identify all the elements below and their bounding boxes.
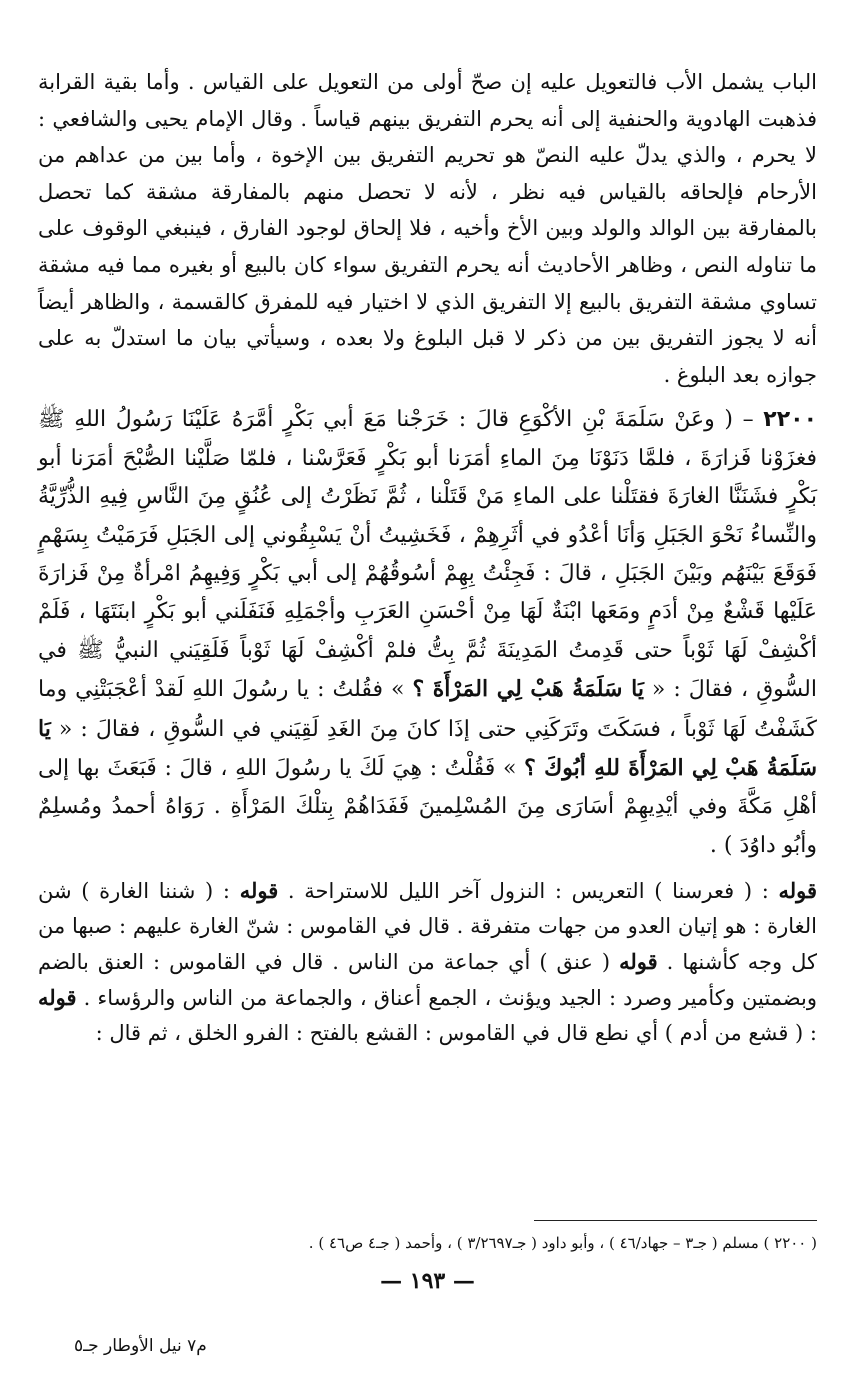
hadith-text-part-1: – ( وعَنْ سَلَمَةَ بْنِ الأكْوَعِ قالَ : خَرَجْنا مَعَ أبي بَكْرٍ أمَّرَهُ عَلَيْنَا رَسُولُ اللهِ ﷺ فغزَوْنا فَزارَةَ ، فلمَّا دَنَوْنَا مِنَ الماءِ أمَرَنا أبو بَكْرٍ فَعَرَّسْنا ، فلمّا صَلَّيْنا الصُّبْحَ أمَرَنا أبو بَكْرٍ فشَنَنَّا الغارَةَ فقتَلْنا على الماءِ مَنْ قَتَلْنا ، ثُمَّ نَظَرْتُ إلى عُنُقٍ مِنَ النَّاسِ فِيهِ الذُّرِّيَّةُ والنِّساءُ نَحْوَ الجَبَلِ وَأنَا أعْدُو في أثَرِهِمْ ، فَخَشِيتُ أنْ يَسْبِقُوني إلى الجَبَلِ فَرَمَيْتُ بِسَهْمٍ فَوَقَعَ بَيْنَهُم وبَيْنَ الجَبَلِ ، قالَ : فَجِئْتُ بِهِمْ أسُوقُهُمْ إلى أبي بَكْرٍ وَفِيهِمُ امْرأةٌ مِنْ فَزارَةَ عَلَيْها قَشْعٌ مِنْ أدَمٍ ومَعَها ابْنَةٌ لَهَا مِنْ أحْسَنِ العَرَبِ وأجْمَلِهِ فَنَفَلَني أبو بَكْرٍ ابنَتَهَا ، فَلَمْ أكْشِفْ لَهَا ثَوْباً حتى قَدِمتُ المَدِينَةَ ثُمَّ بِتُّ فلمْ أكْشِفْ لَهَا ثَوْباً فَلَقِيَني النبيُّ ﷺ في السُّوقِ ، فقالَ : « [38,407,817,703]
footnote-reference: ( ٢٢٠٠ ) مسلم ( جـ٣ – جهاد/٤٦ ) ، وأبو داود ( جـ٣/٢٦٩٧ ) ، وأحمد ( جـ٤ ص٤٦ ) . [308,1234,817,1252]
hadith-text-part-3: » فَقُلْتُ : هِيَ لَكَ يا رسُولَ اللهِ ، قالَ : فَبَعَثَ بها إلى أهْلِ مَكَّةَ وفي أيْدِيهِمْ أسَارَى مِنَ المُسْلِمينَ فَفَدَاهُمْ بِتلْكَ المَرْأَةِ . رَوَاهُ أحمدُ ومُسلِمٌ وأبُو داوُدَ ) . [38,756,817,858]
hadith-quote-1: يَا سَلَمَةُ هَبْ لِي المَرْأَةَ ؟ [412,676,644,703]
footnote-divider [534,1220,817,1221]
notes-text-4: : ( قشع من أدم ) أي نطع قال في القاموس : القشع بالفتح : الفرو الخلق ، ثم قال : [95,1021,817,1046]
notes-label-1: قوله [778,878,818,904]
notes-label-3: قوله [619,949,658,975]
hadith-number: ٢٢٠٠ [763,407,817,433]
hadith-paragraph [38,401,817,865]
notes-text-1: : ( فعرسنا ) التعريس : النزول آخر الليل للاستراحة . [278,879,779,904]
notes-label-4: قوله [38,985,77,1011]
page-number: — ١٩٣ — [380,1268,475,1294]
notes-text-2: : ( شننا الغارة ) شن الغارة : هو إتيان العدو من جهات متفرقة . قال في القاموس : شنّ الغارة عليهم : صبها من كل وجه كأشنها . [38,879,817,975]
notes-text-3: ( عنق ) أي جماعة من الناس . قال في القاموس : العنق بالضم وبضمتين وكأمير وصرد : الجيد ويؤنث ، الجمع أعناق ، والجماعة من الناس والرؤساء . [38,950,817,1011]
notes-label-2: قوله [239,878,279,904]
hadith-quote-2: يَا سَلَمَةُ هَبْ لِي المَرْأَةَ للهِ أبُوكَ ؟ [38,715,817,781]
page-body [38,64,817,1375]
book-signature: م٧ نيل الأوطار جـ٥ [74,1336,207,1356]
hadith-text-part-2: » فقُلتُ : يا رسُولَ اللهِ لَقدْ أعْجَبَتْنِي وما كَشَفْتُ لَهَا ثَوْباً ، فسَكَتَ وتَرَكَنِي حتى إذَا كانَ مِنَ الغَدِ لَقِيَني في السُّوقِ ، فقالَ : « [38,677,817,742]
commentary-notes [38,873,817,1051]
commentary-paragraph: الباب يشمل الأب فالتعويل عليه إن صحّ أولى من التعويل على القياس . وأما بقية القرابة فذهبت الهادوية والحنفية إلى أنه يحرم التفريق بينهم قياساً . وقال الإمام يحيى والشافعي : لا يحرم ، والذي يدلّ عليه النصّ هو تحريم التفريق بين الإخوة ، وأما بين من عداهم من الأرحام فإلحاقه بالقياس فيه نظر ، لأنه لا تحصل منهم بالمفارقة مشقة كما تحصل بالمفارقة بين الوالد والولد وبين الأخ وأخيه ، فلا إلحاق لوجود الفارق ، فينبغي الوقوف على ما تناوله النص ، وظاهر الأحاديث أنه يحرم التفريق سواء كان بالبيع أو بغيره مما فيه مشقة تساوي مشقة التفريق بالبيع إلا التفريق الذي لا اختيار فيه للمفرق كالقسمة ، والظاهر أيضاً أنه لا يجوز التفريق بين من ذكر لا قبل البلوغ ولا بعده ، وسيأتي بيان ما استدلّ به على جوازه بعد البلوغ . [38,70,817,387]
